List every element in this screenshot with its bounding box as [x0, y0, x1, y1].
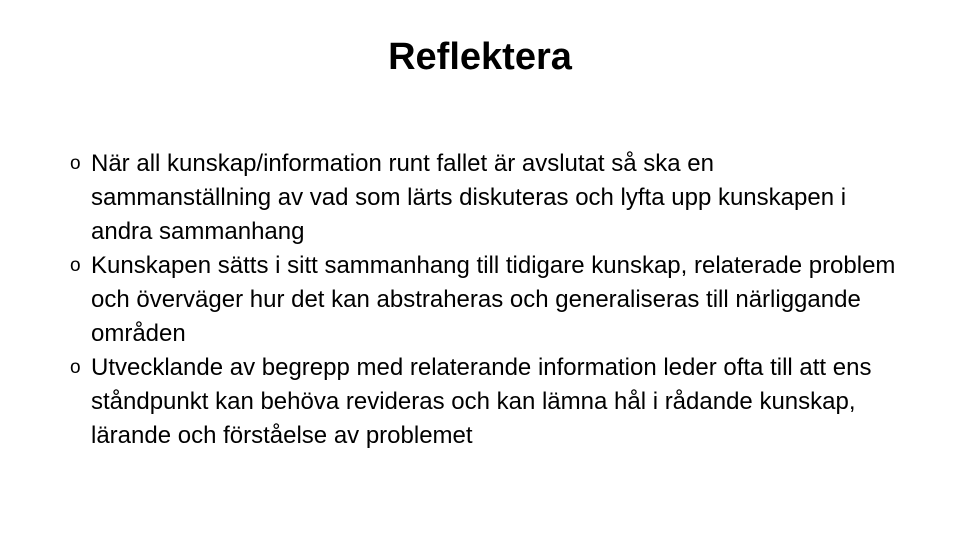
bullet-item — [70, 351, 900, 453]
bullet-item — [70, 147, 900, 249]
bullet-marker: o — [70, 357, 81, 378]
bullet-text: När all kunskap/information runt fallet är avslutat så ska en sammanställning av vad som lärts diskuteras och lyfta upp kunskapen i andra sammanhang — [91, 150, 847, 245]
bullet-list — [70, 147, 900, 453]
bullet-text: Kunskapen sätts i sitt sammanhang till tidigare kunskap, relaterade problem och överväger hur det kan abstraheras och generaliseras till närliggande områden — [91, 252, 896, 347]
bullet-item — [70, 249, 900, 351]
bullet-marker: o — [70, 153, 81, 174]
slide-title: Reflektera — [388, 36, 572, 78]
bullet-text: Utvecklande av begrepp med relaterande information leder ofta till att ens ståndpunkt kan behöva revideras och kan lämna hål i rådande kunskap, lärande och förståelse av problemet — [91, 354, 872, 449]
bullet-marker: o — [70, 255, 81, 276]
